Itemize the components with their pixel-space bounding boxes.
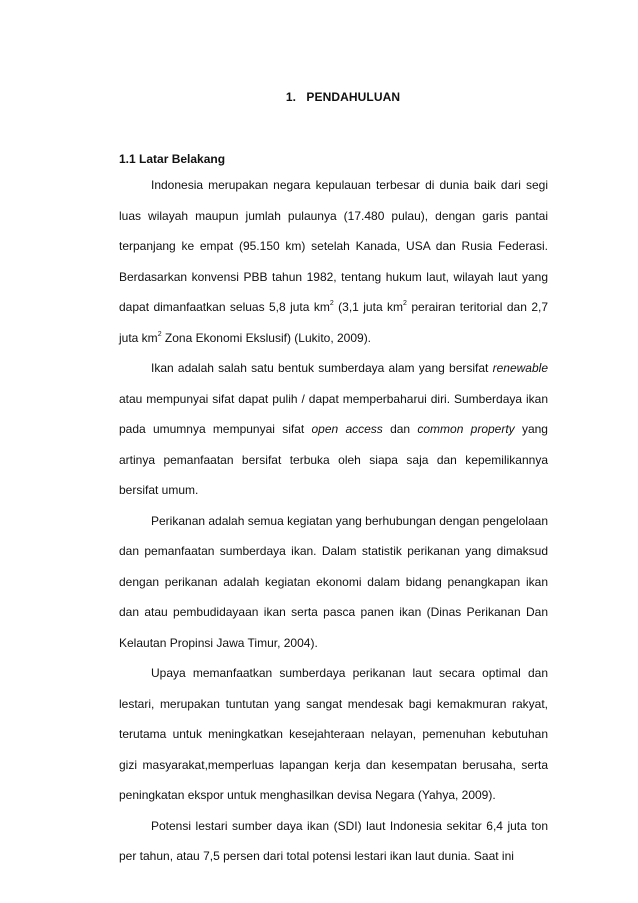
italic-term: renewable xyxy=(492,361,548,375)
chapter-title-text: PENDAHULUAN xyxy=(306,90,401,104)
chapter-number: 1. xyxy=(285,90,297,104)
superscript-km2: 2 xyxy=(157,330,162,338)
paragraph-4: Upaya memanfaatkan sumberdaya perikanan laut secara optimal dan lestari, merupakan tuntutan yang sangat mendesak bagi kemakmuran rakyat, terutama untuk meningkatkan kesejahteraan nelayan, pemenuhan kebutuhan gizi masyarakat,memperluas lapangan kerja dan kesempatan berusaha, serta peningkatan ekspor untuk menghasilkan devisa Negara (Yahya, 2009). xyxy=(119,666,548,802)
paragraph-2-text-a: Ikan adalah salah satu bentuk sumberdaya alam yang bersifat xyxy=(151,361,493,375)
body-text xyxy=(119,170,548,872)
paragraph-1-text-b: (3,1 juta km xyxy=(333,300,404,314)
paragraph-5: Potensi lestari sumber daya ikan (SDI) laut Indonesia sekitar 6,4 juta ton per tahun, atau 7,5 persen dari total potensi lestari ikan laut dunia. Saat ini xyxy=(119,818,548,863)
section-heading: 1.1 Latar Belakang xyxy=(119,152,226,166)
paragraph-1-text-d: Zona Ekonomi Ekslusif) (Lukito, 2009). xyxy=(161,330,372,345)
paragraph-1-text-c: perairan teritorial dan 2,7 juta km xyxy=(119,300,548,345)
paragraph-2 xyxy=(119,353,548,506)
superscript-km2: 2 xyxy=(329,300,334,307)
italic-term: open access xyxy=(311,422,383,436)
chapter-title xyxy=(0,90,638,104)
paragraph-2-text-d: yang artinya pemanfaatan bersifat terbuka oleh siapa saja dan kepemilikannya bersifat umum. xyxy=(119,422,548,497)
paragraph-2-text-c: dan xyxy=(382,422,418,436)
italic-term: common property xyxy=(417,422,515,436)
paragraph-2-text-b: atau mempunyai sifat dapat pulih / dapat memperbaharui diri. Sumberdaya ikan pada umumnya mempunyai sifat xyxy=(119,391,548,436)
paragraph-1-text-a: Indonesia merupakan negara kepulauan terbesar di dunia baik dari segi luas wilayah maupun jumlah pulaunya (17.480 pulau), dengan garis pantai terpanjang ke empat (95.150 km) setelah Kanada, USA dan Rusia Federasi. Berdasarkan konvensi PBB tahun 1982, tentang hukum laut, wilayah laut yang dapat dimanfaatkan seluas 5,8 juta km xyxy=(119,178,548,314)
superscript-km2: 2 xyxy=(403,300,407,307)
paragraph-1 xyxy=(119,170,548,353)
paragraph-3: Perikanan adalah semua kegiatan yang berhubungan dengan pengelolaan dan pemanfaatan sumberdaya ikan. Dalam statistik perikanan yang dimaksud dengan perikanan adalah kegiatan ekonomi dalam bidang penangkapan ikan dan atau pembudidayaan ikan serta pasca panen ikan (Dinas Perikanan Dan Kelautan Propinsi Jawa Timur, 2004). xyxy=(119,513,548,650)
